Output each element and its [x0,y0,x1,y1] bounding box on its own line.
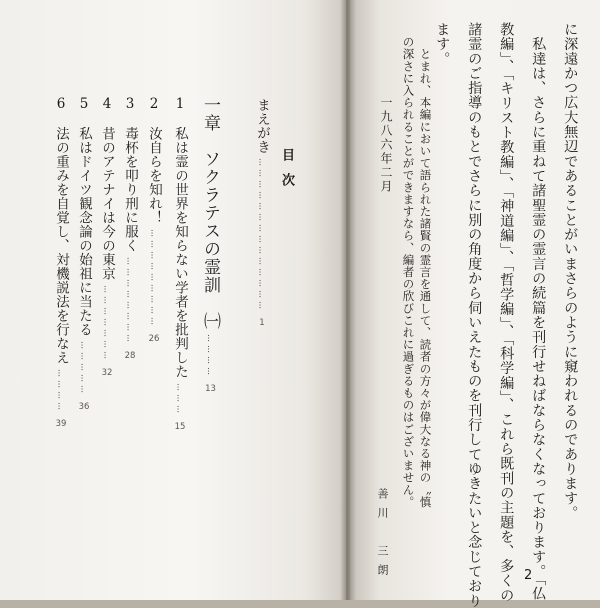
toc-entry-label: 5 私はドイツ観念論の始祖に当たる [76,96,92,337]
toc-page-number: 28 [124,350,136,361]
toc-entry-chapter-1 [198,96,223,394]
toc-entry-label: 2 汝自らを知れ！ [146,96,162,225]
preface-line: ます。 [434,22,451,66]
preface-line: 私達は、さらに重ねて諸聖霊の霊言の続篇を刊行せねばならなくなっております。「仏 [530,22,547,601]
toc-page-number: 39 [55,418,67,429]
toc-entry-label: 3 毒杯を叩り刑に服く [122,96,138,253]
toc-entry-label: まえがき [254,98,270,154]
toc-leader-dots: ………… [56,368,66,413]
toc-leader-dots: …………… [79,340,89,396]
toc-entry-section-6 [51,96,71,429]
toc-entry-section-4 [97,96,117,378]
toc-leader-dots: ………………… [102,284,112,362]
toc-leader-dots: ……………………… [149,228,159,328]
toc-page-number: 26 [148,333,160,344]
toc-entry-section-1 [170,96,190,432]
toc-page-number: 15 [174,421,186,432]
book-gutter-shadow [340,0,356,600]
toc-entry-section-2 [144,96,164,344]
editor-signature: 善川 三朗 [376,488,389,583]
toc-page-number: 13 [205,384,216,394]
toc-entry-preface [252,98,272,328]
toc-entry-section-3 [120,96,140,361]
toc-entry-label: 6 法の重みを自覚し、対機説法を行なえ [53,96,69,365]
preface-line: に深遠かつ広大無辺であることがいまさらのように窺われるのであります。 [562,22,579,521]
toc-leader-dots: …………………………………… [257,158,267,312]
toc-page-number: 1 [259,318,265,328]
page-number: 2 [524,568,533,583]
toc-entry-label: 1 私は霊の世界を知らない学者を批判した [172,96,188,379]
toc-leader-dots: …………………… [125,256,135,345]
toc-entry-label: 4 昔のアテナイは今の東京 [99,96,115,281]
preface-line: 教編」、「キリスト教編」、「神道編」、「哲学編」、「科学編」、これら既刊の主題を、多くの [498,22,515,603]
toc-page-number: 36 [78,401,90,412]
preface-date: 一九八六年二月 [379,96,393,194]
preface-line: 諸霊のご指導のもとでさらに別の角度から伺いえたものを刊行してゆきたいと念じており [466,22,483,608]
toc-entry-section-5 [74,96,94,412]
toc-page-number: 32 [101,367,113,378]
toc-entry-label: 一章 ソクラテスの霊訓 ㈠ [200,96,220,330]
toc-title: 目次 [279,148,294,198]
preface-closing-line: の深さに入られることができますなら、編者の欣びこれに過ぎるものはございません。 [401,36,416,508]
preface-closing-line: とまれ、本編において語られた諸賢の霊言を通して、読者の方々が偉大なる神の〝慎 [418,36,433,508]
toc-leader-dots: ………… [206,334,215,378]
toc-leader-dots: ……… [175,382,185,416]
